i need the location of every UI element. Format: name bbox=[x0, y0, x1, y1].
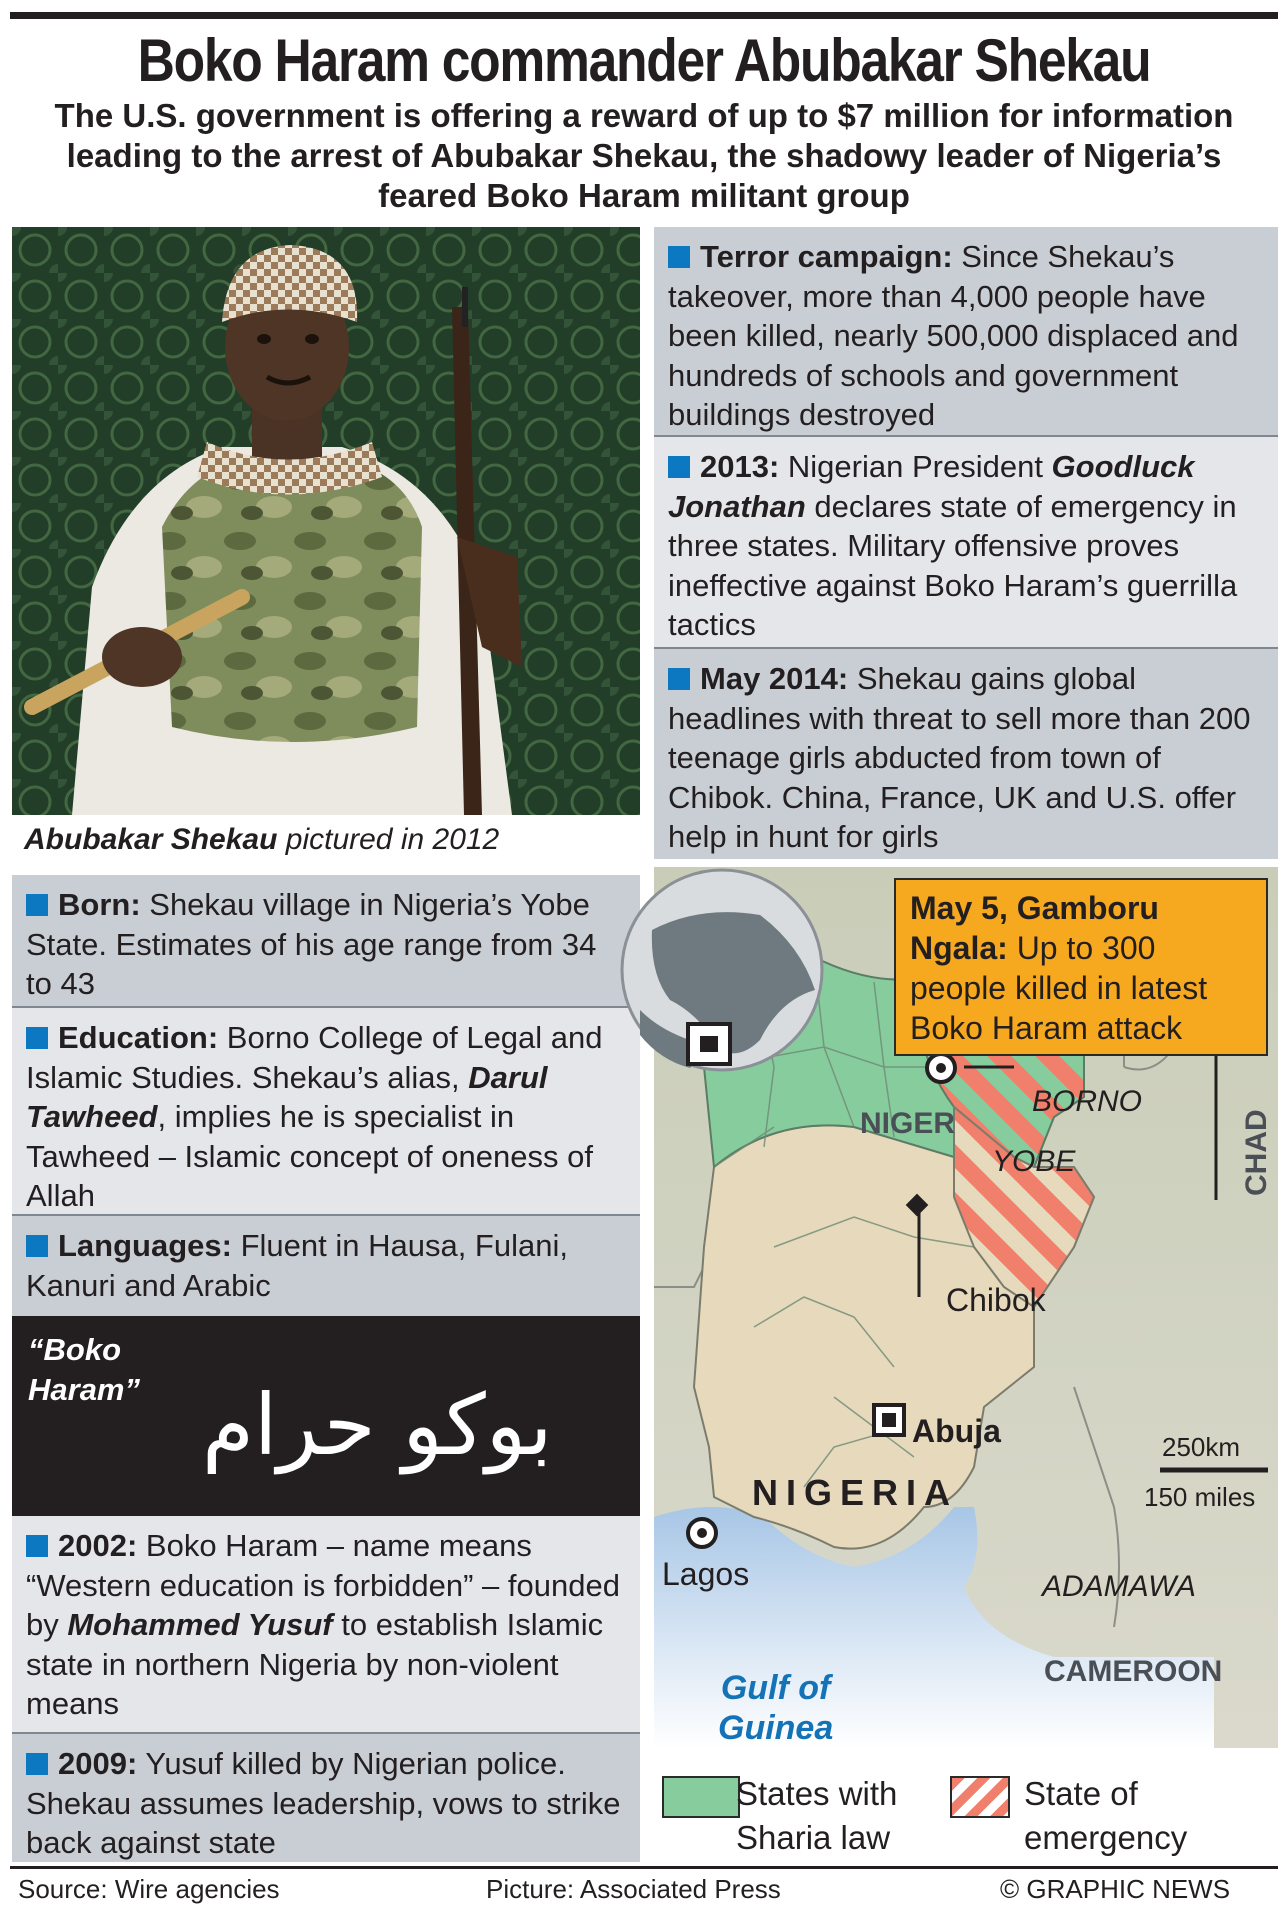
caption-name: Abubakar Shekau bbox=[24, 823, 278, 856]
terror-label: Terror campaign: bbox=[700, 239, 953, 274]
education-label: Education: bbox=[58, 1020, 219, 1055]
caption-rest: pictured in 2012 bbox=[277, 823, 500, 856]
legend-emergency-line-1: State of bbox=[1024, 1775, 1138, 1812]
legend-emergency-swatch bbox=[950, 1776, 1010, 1818]
languages-text: Fluent in Hausa, Fulani, Kanuri and Arabic bbox=[26, 1228, 568, 1303]
page-title: Boko Haram commander Abubakar Shekau bbox=[137, 27, 1151, 94]
callout-text: Up to 300 people killed in latest Boko Haram attack bbox=[910, 930, 1208, 1046]
legend-sharia-line-1: States with bbox=[736, 1775, 898, 1812]
label-niger: NIGER bbox=[860, 1107, 956, 1140]
year-2002-label: 2002: bbox=[58, 1528, 138, 1563]
year-2002-text-2: to establish Islamic state in northern Nigeria by non-violent means bbox=[26, 1607, 604, 1721]
label-cameroon: CAMEROON bbox=[1044, 1655, 1223, 1688]
gulf-line-2: Guinea bbox=[718, 1709, 834, 1747]
year-2002-text-1: Boko Haram – name means “Western education is forbidden” – founded by bbox=[26, 1528, 620, 1642]
may-2014-label: May 2014: bbox=[700, 661, 849, 696]
label-gulf-of-guinea bbox=[718, 1668, 833, 1748]
year-2002-name: Mohammed Yusuf bbox=[67, 1607, 333, 1642]
label-scale-km: 250km bbox=[1162, 1432, 1241, 1462]
boko-label-line-2: Haram” bbox=[28, 1372, 140, 1407]
legend-sharia-line-2: Sharia law bbox=[736, 1819, 891, 1856]
boko-label-line-1: “Boko bbox=[28, 1332, 121, 1367]
label-adamawa: ADAMAWA bbox=[1042, 1570, 1196, 1603]
label-chibok: Chibok bbox=[946, 1282, 1046, 1318]
label-yobe: YOBE bbox=[992, 1145, 1076, 1178]
label-borno: BORNO bbox=[1032, 1085, 1143, 1118]
year-2013-text-1: Nigerian President bbox=[779, 449, 1052, 484]
label-nigeria: NIGERIA bbox=[752, 1472, 959, 1513]
legend-emergency-label bbox=[1024, 1772, 1187, 1860]
year-2013-name: Goodluck Jonathan bbox=[668, 449, 1195, 524]
legend-emergency-line-2: emergency bbox=[1024, 1819, 1188, 1856]
label-chad: CHAD bbox=[1240, 1109, 1273, 1196]
year-2009-label: 2009: bbox=[58, 1746, 138, 1781]
footer-source: Source: Wire agencies bbox=[18, 1874, 280, 1904]
footer-picture: Picture: Associated Press bbox=[486, 1874, 781, 1904]
legend-sharia-swatch bbox=[662, 1776, 740, 1818]
year-2013-label: 2013: bbox=[700, 449, 780, 484]
year-2013-text-2: declares state of emergency in three states. Military offensive proves ineffective against Boko Haram’s guerrilla tactics bbox=[668, 488, 1238, 642]
legend-sharia-label bbox=[736, 1772, 897, 1860]
boko-haram-arabic-script: بوكو حرام bbox=[202, 1376, 553, 1474]
languages-label: Languages: bbox=[58, 1228, 232, 1263]
born-text: Shekau village in Nigeria’s Yobe State. Estimates of his age range from 34 to 43 bbox=[26, 887, 597, 1001]
footer-credit: © GRAPHIC NEWS bbox=[1000, 1874, 1231, 1904]
may-2014-text: Shekau gains global headlines with threat to sell more than 200 teenage girls abducted from town of Chibok. China, France, UK and U.S. offer help in hunt for girls bbox=[668, 661, 1251, 854]
label-lagos: Lagos bbox=[662, 1556, 750, 1592]
footer-rule bbox=[10, 1866, 1278, 1869]
year-2009-text: Yusuf killed by Nigerian police. Shekau assumes leadership, vows to strike back against state bbox=[26, 1746, 621, 1860]
born-label: Born: bbox=[58, 887, 141, 922]
globe-icon bbox=[622, 870, 822, 1070]
page-subtitle: The U.S. government is offering a reward of up to $7 million for information leading to the arrest of Abubakar Shekau, the shadowy leader of Nigeria’s feared Boko Haram militant group bbox=[54, 97, 1234, 214]
education-alias: Darul Tawheed bbox=[26, 1059, 548, 1134]
label-abuja: Abuja bbox=[912, 1413, 1001, 1449]
education-text-2: , implies he is specialist in Tawheed – Islamic concept of oneness of Allah bbox=[26, 1099, 593, 1213]
label-scale-miles: 150 miles bbox=[1144, 1482, 1256, 1512]
gulf-line-1: Gulf of bbox=[720, 1669, 831, 1707]
gamboru-callout bbox=[894, 878, 1268, 1056]
education-text-1: Borno College of Legal and Islamic Studies. Shekau’s alias, bbox=[26, 1020, 603, 1095]
terror-text: Since Shekau’s takeover, more than 4,000 people have been killed, nearly 500,000 displaced and hundreds of schools and government buildings destroyed bbox=[668, 239, 1239, 432]
callout-label: May 5, Gamboru Ngala: bbox=[910, 890, 1159, 966]
